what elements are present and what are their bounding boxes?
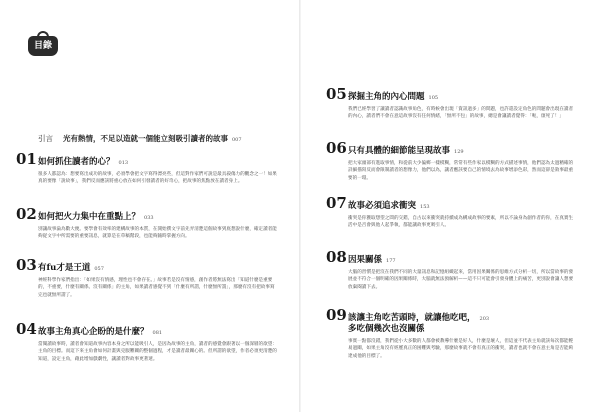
- chapter-page-number: 057: [94, 266, 104, 272]
- toc-entry-07[interactable]: [326, 196, 576, 230]
- chapter-summary: 當閱讀故事時，讀者會知道故事內容本身之所以能吸引人，是因為故事的主角，讀者的感覺會跟著以一個深層的欲望：主角的目標。而這下來主角會如何計畫與克服難關的整個過程，才是讀者最關心的。但所謂的欲望，作者必須更清楚的知道，設定主角，藉此增加戲劇性，讓讀者對故事更著迷。: [38, 342, 277, 362]
- chapter-summary: 把大家頭部有進取事情，和從前大少偏鄉一樣模糊，常常有些作家以模糊的方式描述事情，他們認為太過精確的詳細描寫反而會限制讀者的想像力，他們以為，讓者應該要自己的情境去為故事增添色彩，然而這卻是敘事最重要的一環。: [348, 161, 574, 181]
- chapter-title: 有fu才是王道: [38, 263, 91, 273]
- toc-entry-05[interactable]: [326, 87, 576, 121]
- chapter-number: 05: [326, 85, 347, 103]
- chapter-number: 03: [16, 256, 37, 274]
- chapter-page-number: 153: [420, 204, 430, 210]
- chapter-number: 07: [326, 194, 347, 212]
- chapter-title: 如何抓住讀者的心？: [38, 157, 115, 167]
- intro-label: 引言: [38, 134, 53, 143]
- toc-entry-04[interactable]: [16, 322, 278, 363]
- chapter-title: 因果關係: [348, 255, 383, 265]
- toc-entry-08[interactable]: [326, 250, 576, 291]
- chapter-page-number: 105: [428, 95, 439, 101]
- chapter-summary: 很多人都認為：想要寫出成功的故事，必須學會把文字寫得漂亮些，但這對作家們可說是最具殺傷力的觀念之一！如果真的要像「說故事」，我們反而應該將重心放在如何引發讀者的好奇心，把故事的焦點放在讀者身上。: [38, 172, 277, 185]
- toc-badge: 目錄: [28, 36, 58, 56]
- chapter-title: 如何把火力集中在重點上？: [38, 212, 141, 222]
- chapter-summary: 大腦的習慣是把沒在我們不同的大量訊息和記憶組織起來，當用因果關係的思維方式分析一切，所以當故事的發展並不符合一個明確的因果關係時，大腦就無法預解析——這不只可能會引發身體上的痛苦，更別說會讓人想要放棄閱讀下去。: [348, 270, 574, 290]
- chapter-page-number: 129: [454, 149, 464, 155]
- intro-page-number: 007: [232, 137, 242, 143]
- chapter-summary: 神經科學作家們指出：「如果沒有情感，理性也不會存在。」故事若是沒有情感，創作者將無法寫出「知道什麼是重要的，不重要，什麼有關係、沒有關係」的主角，如果讀者感覺不到「什麼有所謂，什麼無所謂」，那麼有沒有把故事寫完也就無所謂了。: [38, 278, 275, 298]
- chapter-title: 故事主角真心企盼的是什麼？: [38, 327, 149, 337]
- chapter-title: 故事必須追求衝突: [348, 201, 417, 211]
- chapter-page-number: 177: [386, 258, 396, 264]
- chapter-page-number: 013: [118, 160, 129, 166]
- chapter-page-number: 203: [479, 316, 490, 322]
- book-gutter: [299, 0, 301, 412]
- intro-title: 光有熱情，不足以造就一個能立刻吸引讀者的故事: [63, 134, 228, 143]
- chapter-number: 04: [16, 320, 37, 338]
- toc-entry-06[interactable]: [326, 141, 576, 182]
- chapter-summary: 事實一點都沒錯，我們從小大多數的人都會被教導什麼是好人，什麼是壞人，但這並不代表主角就該每次都能輕易過關，如果主角沒有經歷真正的困難與考驗，那麼故事就不會有真正的衝突，讀者也就不會在意主角是否能夠達成他的目標了。: [348, 339, 574, 359]
- chapter-summary: 衝突是你獲取想望之間的交錯，自古以來衝突就持續成為構成故事的要素，所以不論身為創作者的你，在真實生活中是否會與他人起爭執，都能讓故事更吸引人。: [348, 216, 574, 229]
- chapter-summary: 我們已經學習了讓讀者認識故事角色，有時候會出現「資訊過多」的問題，也許還設定角色的問題會出現在讀者的內心，讀者們不會在意這故事沒有任何情緒，「無所不包」的故事，總是會讓讀者覺得：「呃，煩死了！」: [348, 107, 574, 120]
- toc-entry-09[interactable]: [326, 308, 576, 360]
- chapter-title: 該讓主角吃苦頭時，就讓他吃吧，: [348, 313, 476, 323]
- chapter-number: 01: [16, 150, 37, 168]
- chapter-number: 06: [326, 139, 347, 157]
- chapter-title: 只有具體的細節能呈現故事: [348, 146, 451, 156]
- toc-entry-02[interactable]: [16, 207, 278, 241]
- intro-entry[interactable]: [38, 133, 278, 144]
- chapter-page-number: 033: [144, 215, 154, 221]
- chapter-summary: 別讓故事淪為數大便。要學會有效率的建構故事的本質，在開始撰文字前先弄清楚這個故事到底想說什麼，確定讀者能夠從文字中所需要的重要訊息，就算是在草稿階段，也能夠隨時掌握方向。: [38, 227, 277, 240]
- chapter-page-number: 081: [152, 330, 163, 336]
- toc-entry-03[interactable]: [16, 258, 278, 299]
- chapter-title: 探掘主角的內心問題: [348, 92, 425, 102]
- chapter-title-line-2: 多吃個幾次也沒關係: [348, 324, 425, 334]
- chapter-number: 09: [326, 306, 347, 324]
- toc-entry-01[interactable]: [16, 152, 278, 186]
- chapter-number: 02: [16, 205, 37, 223]
- chapter-number: 08: [326, 248, 347, 266]
